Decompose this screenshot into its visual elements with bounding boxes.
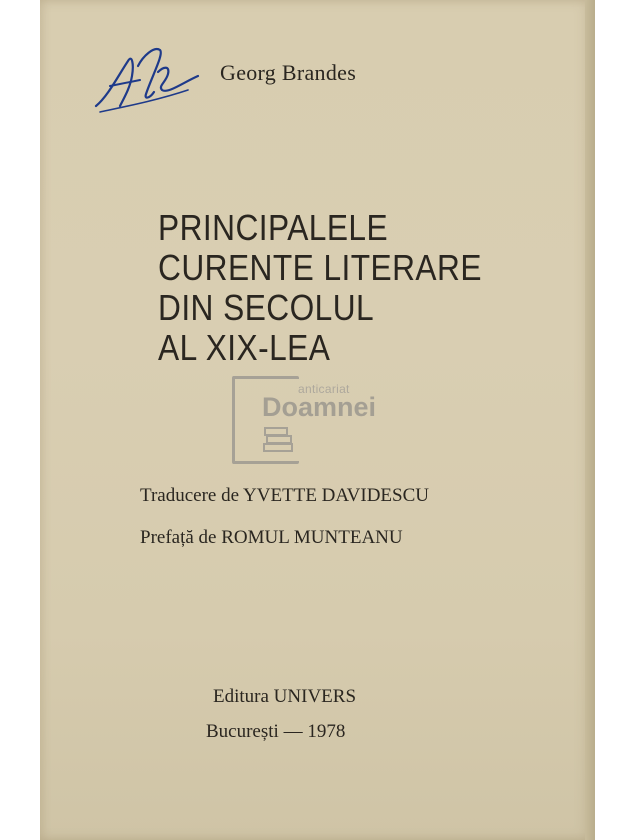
- watermark-small-text: anticariat: [298, 382, 350, 396]
- preface-line: Prefață de ROMUL MUNTEANU: [140, 527, 403, 548]
- publisher-line: Editura UNIVERS: [213, 686, 357, 707]
- title-line-1: PRINCIPALELE: [158, 207, 389, 248]
- title-line-2: CURENTE LITERARE: [158, 247, 482, 288]
- handwritten-signature-icon: [88, 36, 208, 126]
- page-edge: [585, 0, 595, 840]
- author-name: Georg Brandes: [220, 60, 357, 85]
- book-title: [158, 208, 538, 368]
- watermark: [232, 376, 412, 466]
- title-line-3: DIN SECOLUL: [158, 287, 375, 328]
- place-year-line: București — 1978: [206, 721, 346, 742]
- translator-line: Traducere de YVETTE DAVIDESCU: [140, 485, 429, 506]
- watermark-big-text: Doamnei: [262, 392, 377, 422]
- title-line-4: AL XIX-LEA: [158, 327, 331, 368]
- books-logo-icon: [262, 424, 296, 454]
